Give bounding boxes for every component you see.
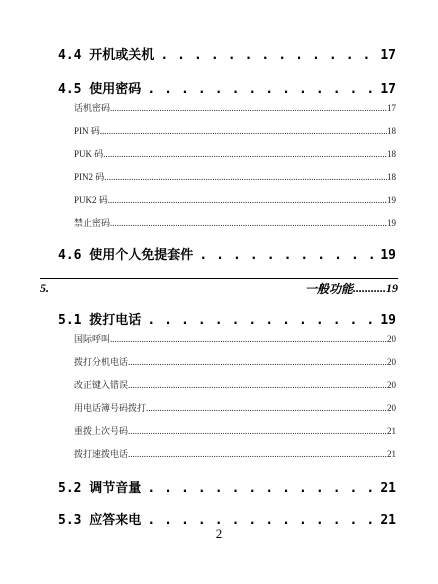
toc-item[interactable] xyxy=(74,170,396,183)
toc-entry-label: 4.4 开机或关机 xyxy=(58,48,155,63)
toc-leader xyxy=(128,449,387,459)
toc-entry-label: 5.1 拨打电话 xyxy=(58,313,142,328)
toc-item[interactable] xyxy=(74,147,396,160)
chapter-leader: ........... xyxy=(353,280,386,295)
toc-leader xyxy=(193,248,380,263)
toc-item-page: 18 xyxy=(387,149,396,159)
toc-leader xyxy=(141,82,380,97)
toc-item-page: 19 xyxy=(387,218,396,228)
toc-entry-4-4[interactable] xyxy=(58,44,396,63)
toc-leader xyxy=(146,403,387,413)
toc-item-page: 18 xyxy=(387,126,396,136)
toc-item-page: 19 xyxy=(387,195,396,205)
toc-entry-page: 19 xyxy=(380,248,396,263)
toc-item-page: 20 xyxy=(387,357,396,367)
toc-item-label: PUK 码 xyxy=(74,149,104,159)
toc-item-page: 18 xyxy=(387,172,396,182)
toc-item-page: 20 xyxy=(387,334,396,344)
toc-item[interactable] xyxy=(74,401,396,414)
chapter-number: 5. xyxy=(40,280,49,295)
page-number: 2 xyxy=(215,526,223,541)
toc-leader xyxy=(100,126,387,136)
toc-entry-page: 19 xyxy=(380,313,396,328)
toc-item[interactable] xyxy=(74,124,396,137)
toc-item-page: 21 xyxy=(387,426,396,436)
toc-item[interactable] xyxy=(74,378,396,391)
toc-leader xyxy=(110,218,387,228)
toc-item-label: 禁止密码 xyxy=(74,218,111,228)
toc-leader xyxy=(141,481,380,496)
toc-item-label: 话机密码 xyxy=(74,103,111,113)
toc-entry-page: 21 xyxy=(380,513,396,528)
toc-leader xyxy=(154,48,380,63)
toc-item[interactable] xyxy=(74,447,396,460)
toc-entry-4-5[interactable] xyxy=(58,78,396,97)
toc-item-label: PUK2 码 xyxy=(74,195,108,205)
toc-item-label: PIN 码 xyxy=(74,126,100,136)
toc-item-label: 重拨上次号码 xyxy=(74,426,129,436)
toc-item[interactable] xyxy=(74,355,396,368)
toc-item[interactable] xyxy=(74,193,396,206)
toc-leader xyxy=(141,313,380,328)
toc-item-label: 改正键入错误 xyxy=(74,380,129,390)
toc-item[interactable] xyxy=(74,332,396,345)
toc-entry-page: 21 xyxy=(380,481,396,496)
toc-leader xyxy=(110,334,387,344)
toc-entry-4-6[interactable] xyxy=(58,244,396,263)
toc-item-label: 拨打速拨电话 xyxy=(74,449,129,459)
toc-leader xyxy=(104,172,387,182)
toc-item-label: 拨打分机电话 xyxy=(74,357,129,367)
toc-item-page: 20 xyxy=(387,380,396,390)
toc-entry-label: 5.2 调节音量 xyxy=(58,481,142,496)
toc-leader xyxy=(108,195,387,205)
toc-item[interactable] xyxy=(74,424,396,437)
toc-chapter-5[interactable] xyxy=(40,278,398,297)
toc-item-label: 国际呼叫 xyxy=(74,334,111,344)
toc-leader xyxy=(128,380,387,390)
toc-item-label: PIN2 码 xyxy=(74,172,105,182)
toc-item[interactable] xyxy=(74,216,396,229)
toc-entry-label: 5.3 应答来电 xyxy=(58,513,142,528)
toc-item-label: 用电话簿号码拨打 xyxy=(74,403,147,413)
toc-item-page: 17 xyxy=(387,103,396,113)
toc-leader xyxy=(110,103,387,113)
chapter-title: 一般功能 xyxy=(304,281,353,296)
toc-entry-label: 4.6 使用个人免提套件 xyxy=(58,248,194,263)
toc-entry-page: 17 xyxy=(380,82,396,97)
toc-entry-5-2[interactable] xyxy=(58,477,396,496)
toc-leader xyxy=(128,357,387,367)
toc-item-page: 21 xyxy=(387,449,396,459)
toc-leader xyxy=(128,426,387,436)
toc-entry-page: 17 xyxy=(380,48,396,63)
toc-entry-5-1[interactable] xyxy=(58,309,396,328)
toc-item-page: 20 xyxy=(387,403,396,413)
chapter-page: 19 xyxy=(386,280,398,295)
toc-item[interactable] xyxy=(74,101,396,114)
toc-leader xyxy=(103,149,387,159)
toc-entry-label: 4.5 使用密码 xyxy=(58,82,142,97)
